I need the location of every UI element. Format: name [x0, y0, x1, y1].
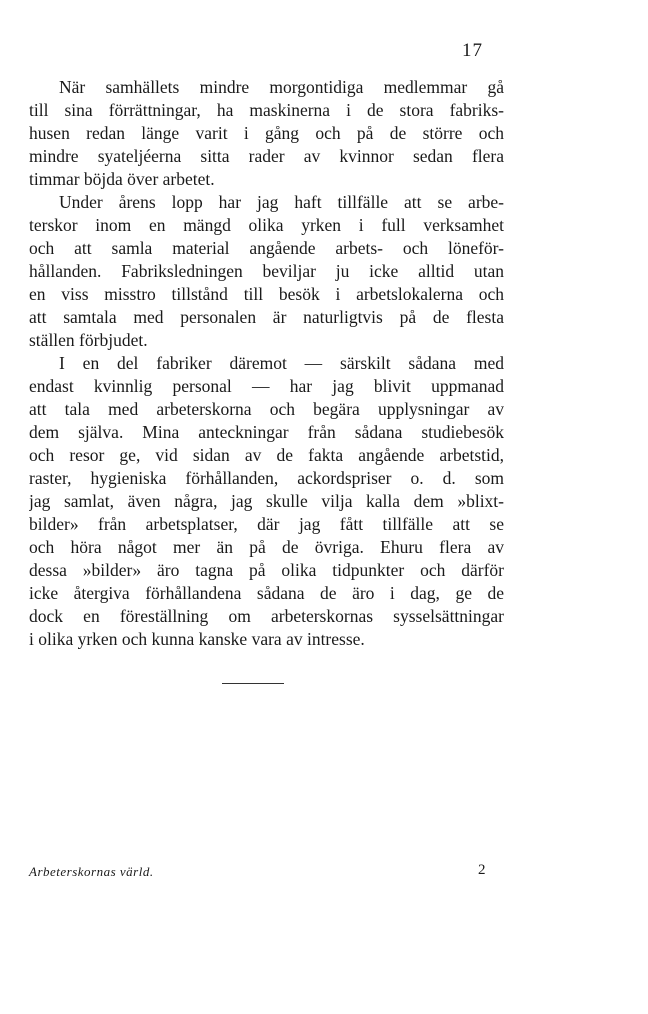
text-line: timmar böjda över arbetet.: [29, 169, 215, 189]
page-number: 17: [462, 40, 483, 61]
footer-title: Arbeterskornas värld.: [29, 864, 154, 879]
text-line: att samtala med personalen är naturligtvis på de flesta: [29, 307, 504, 327]
text-line: terskor inom en mängd olika yrken i full verksamhet: [29, 215, 504, 235]
text-line: dock en föreställning om arbeterskornas sysselsättningar: [29, 606, 504, 626]
text-line: dessa »bilder» äro tagna på olika tidpunkter och därför: [29, 560, 504, 580]
signature-mark: 2: [478, 862, 486, 878]
text-line: Under årens lopp har jag haft tillfälle att se arbe-: [59, 192, 504, 212]
section-divider: [222, 683, 284, 684]
text-line: i olika yrken och kunna kanske vara av intresse.: [29, 629, 365, 649]
text-line: husen redan länge varit i gång och på de större och: [29, 123, 504, 143]
text-line: dem själva. Mina anteckningar från sådana studiebesök: [29, 422, 504, 442]
text-line: I en del fabriker däremot — särskilt sådana med: [59, 353, 504, 373]
text-line: jag samlat, även några, jag skulle vilja kalla dem »blixt-: [29, 491, 504, 511]
text-line: till sina förrättningar, ha maskinerna i de stora fabriks-: [29, 100, 504, 120]
text-line: endast kvinnlig personal — har jag blivit uppmanad: [29, 376, 504, 396]
text-line: icke återgiva förhållandena sådana de äro i dag, ge de: [29, 583, 504, 603]
text-line: När samhällets mindre morgontidiga medlemmar gå: [59, 77, 504, 97]
body-text: [29, 76, 504, 651]
text-line: hållanden. Fabriksledningen beviljar ju icke alltid utan: [29, 261, 504, 281]
text-line: och resor ge, vid sidan av de fakta angående arbetstid,: [29, 445, 504, 465]
text-line: och höra något mer än på de övriga. Ehuru flera av: [29, 537, 504, 557]
text-line: raster, hygieniska förhållanden, ackordspriser o. d. som: [29, 468, 504, 488]
text-line: ställen förbjudet.: [29, 330, 148, 350]
text-line: och att samla material angående arbets- och löneför-: [29, 238, 504, 258]
text-line: en viss misstro tillstånd till besök i arbetslokalerna och: [29, 284, 504, 304]
text-line: mindre syateljéerna sitta rader av kvinnor sedan flera: [29, 146, 504, 166]
text-line: att tala med arbeterskorna och begära upplysningar av: [29, 399, 504, 419]
text-line: bilder» från arbetsplatser, där jag fått tillfälle att se: [29, 514, 504, 534]
